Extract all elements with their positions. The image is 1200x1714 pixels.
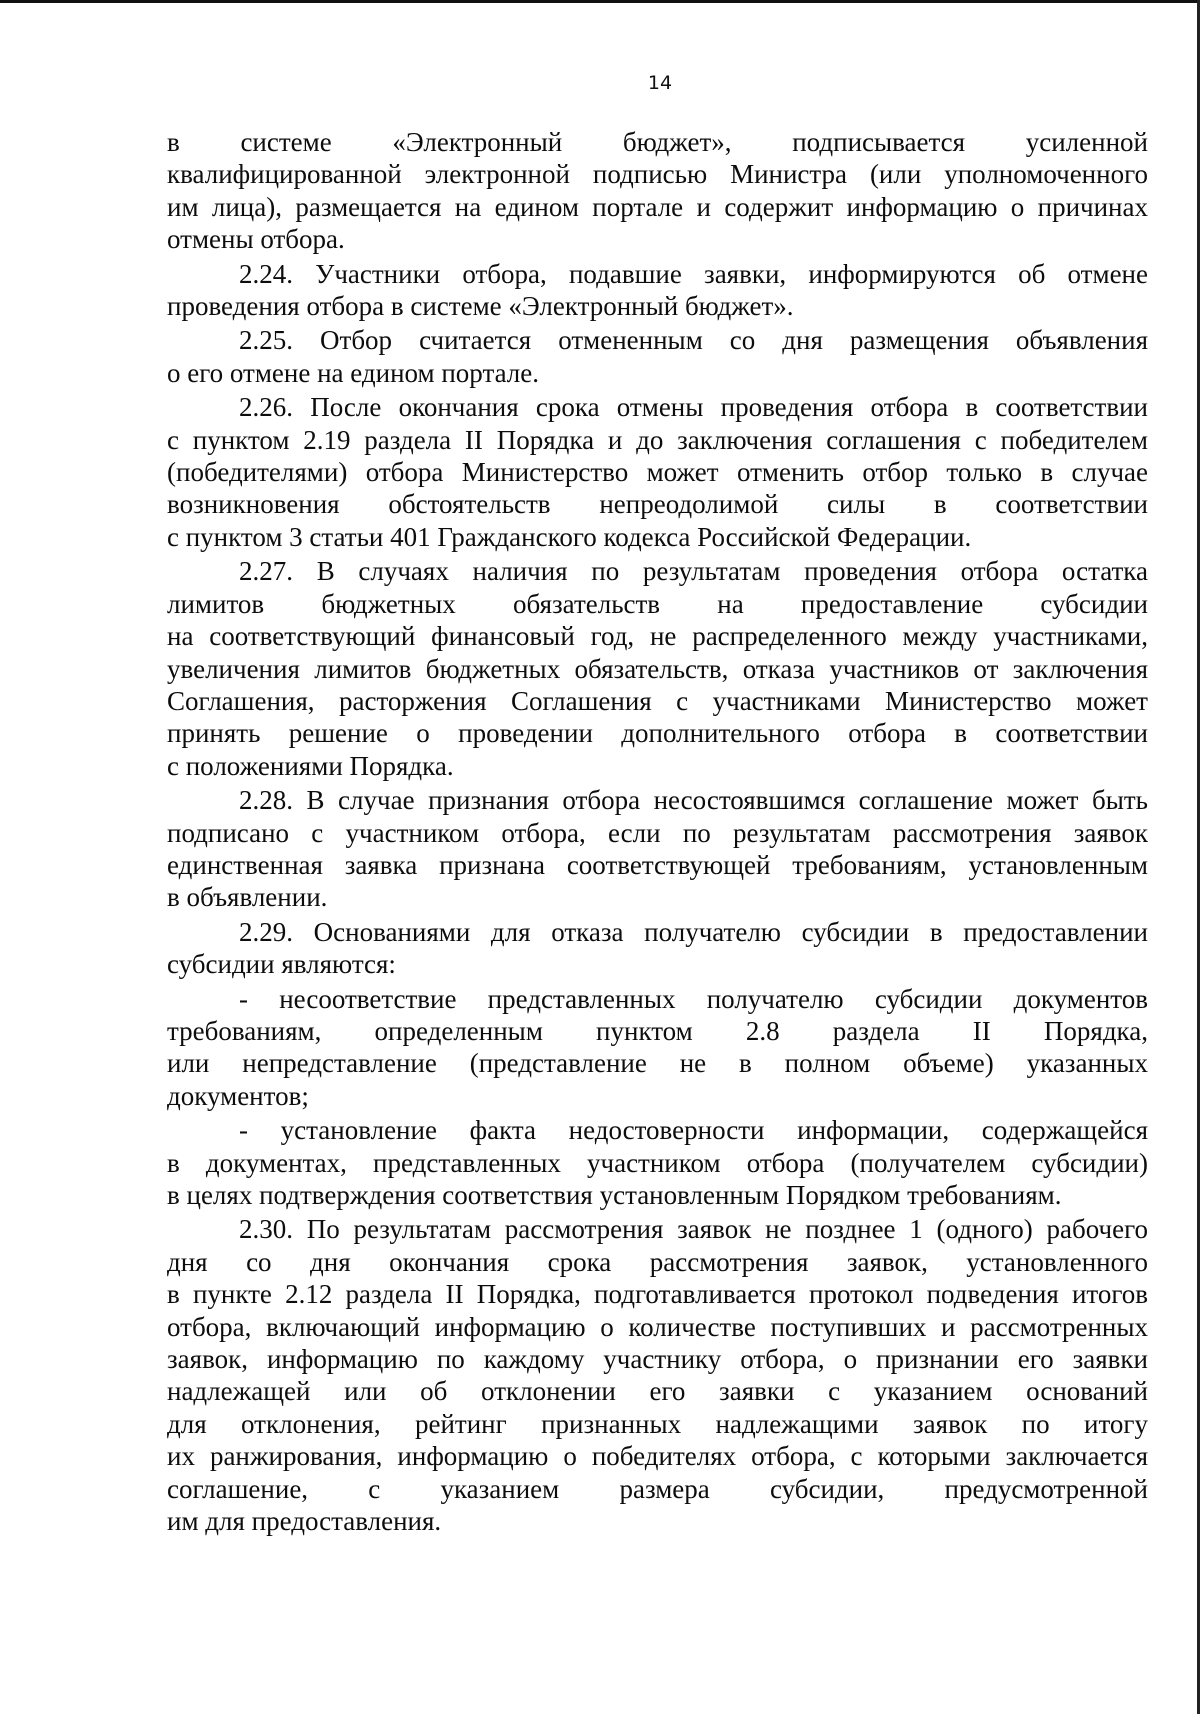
text-line: проведения отбора в системе «Электронный бюджет». bbox=[167, 291, 794, 322]
paragraph bbox=[167, 324, 1148, 389]
scan-border-top bbox=[0, 0, 1200, 3]
text-line: или непредставление (представление не в полном объеме) указанных bbox=[167, 1048, 1148, 1079]
text-line: субсидии являются: bbox=[167, 949, 396, 980]
text-line: лимитов бюджетных обязательств на предоставление субсидии bbox=[167, 588, 1148, 619]
text-line: - установление факта недостоверности информации, содержащейся bbox=[239, 1115, 1148, 1146]
text-line: 2.27. В случаях наличия по результатам проведения отбора остатка bbox=[239, 556, 1148, 587]
text-line: соглашение, с указанием размера субсидии, предусмотренной bbox=[167, 1473, 1148, 1504]
text-line: квалифицированной электронной подписью Министра (или уполномоченного bbox=[167, 159, 1148, 190]
paragraph bbox=[167, 1213, 1148, 1537]
text-line: в системе «Электронный бюджет», подписывается усиленной bbox=[167, 127, 1148, 157]
paragraph bbox=[167, 258, 1148, 323]
paragraph bbox=[167, 1114, 1148, 1211]
text-line: отмены отбора. bbox=[167, 224, 345, 255]
text-line: с пунктом 3 статьи 401 Гражданского кодекса Российской Федерации. bbox=[167, 521, 972, 552]
text-line: их ранжирования, информацию о победителях отбора, с которыми заключается bbox=[167, 1441, 1148, 1472]
text-line: увеличения лимитов бюджетных обязательств, отказа участников от заключения bbox=[167, 653, 1148, 684]
text-line: им лица), размещается на едином портале и содержит информацию о причинах bbox=[167, 191, 1148, 222]
paragraph bbox=[167, 983, 1148, 1113]
paragraph bbox=[167, 555, 1148, 782]
text-line: о его отмене на едином портале. bbox=[167, 357, 540, 388]
text-line: с положениями Порядка. bbox=[167, 750, 454, 781]
text-line: 2.28. В случае признания отбора несостоявшимся соглашение может быть bbox=[239, 785, 1148, 816]
paragraph bbox=[167, 784, 1148, 914]
text-line: Соглашения, расторжения Соглашения с участниками Министерство может bbox=[167, 685, 1148, 716]
text-line: в объявлении. bbox=[167, 882, 328, 913]
paragraph bbox=[167, 126, 1148, 256]
text-line: на соответствующий финансовый год, не распределенного между участниками, bbox=[167, 621, 1148, 652]
text-line: заявок, информацию по каждому участнику отбора, о признании его заявки bbox=[167, 1344, 1148, 1375]
text-line: 2.25. Отбор считается отмененным со дня размещения объявления bbox=[239, 325, 1148, 356]
text-line: единственная заявка признана соответствующей требованиям, установленным bbox=[167, 849, 1148, 880]
text-line: 2.26. После окончания срока отмены проведения отбора в соответствии bbox=[239, 392, 1148, 423]
text-line: (победителями) отбора Министерство может отменить отбор только в случае bbox=[167, 457, 1148, 488]
document-body bbox=[167, 126, 1148, 1539]
text-line: требованиям, определенным пунктом 2.8 раздела II Порядка, bbox=[167, 1015, 1148, 1046]
text-line: в документах, представленных участником отбора (получателем субсидии) bbox=[167, 1147, 1148, 1178]
text-line: для отклонения, рейтинг признанных надлежащими заявок по итогу bbox=[167, 1408, 1148, 1439]
text-line: в целях подтверждения соответствия установленным Порядком требованиям. bbox=[167, 1180, 1062, 1210]
text-line: подписано с участником отбора, если по результатам рассмотрения заявок bbox=[167, 817, 1148, 848]
text-line: 2.29. Основаниями для отказа получателю субсидии в предоставлении bbox=[239, 916, 1148, 947]
text-line: 2.30. По результатам рассмотрения заявок не позднее 1 (одного) рабочего bbox=[239, 1214, 1148, 1245]
text-line: дня со дня окончания срока рассмотрения заявок, установленного bbox=[167, 1246, 1148, 1277]
text-line: документов; bbox=[167, 1080, 309, 1111]
text-line: в пункте 2.12 раздела II Порядка, подготавливается протокол подведения итогов bbox=[167, 1279, 1148, 1310]
text-line: им для предоставления. bbox=[167, 1506, 442, 1537]
text-line: - несоответствие представленных получателю субсидии документов bbox=[239, 983, 1148, 1014]
text-line: надлежащей или об отклонении его заявки с указанием оснований bbox=[167, 1376, 1148, 1407]
text-line: возникновения обстоятельств непреодолимой силы в соответствии bbox=[167, 489, 1148, 520]
paragraph bbox=[167, 391, 1148, 553]
text-line: 2.24. Участники отбора, подавшие заявки, информируются об отмене bbox=[239, 258, 1148, 289]
page-number: 14 bbox=[647, 72, 673, 94]
text-line: с пунктом 2.19 раздела II Порядка и до заключения соглашения с победителем bbox=[167, 424, 1148, 455]
text-line: отбора, включающий информацию о количестве поступивших и рассмотренных bbox=[167, 1311, 1148, 1342]
text-line: принять решение о проведении дополнительного отбора в соответствии bbox=[167, 718, 1148, 749]
paragraph bbox=[167, 916, 1148, 981]
